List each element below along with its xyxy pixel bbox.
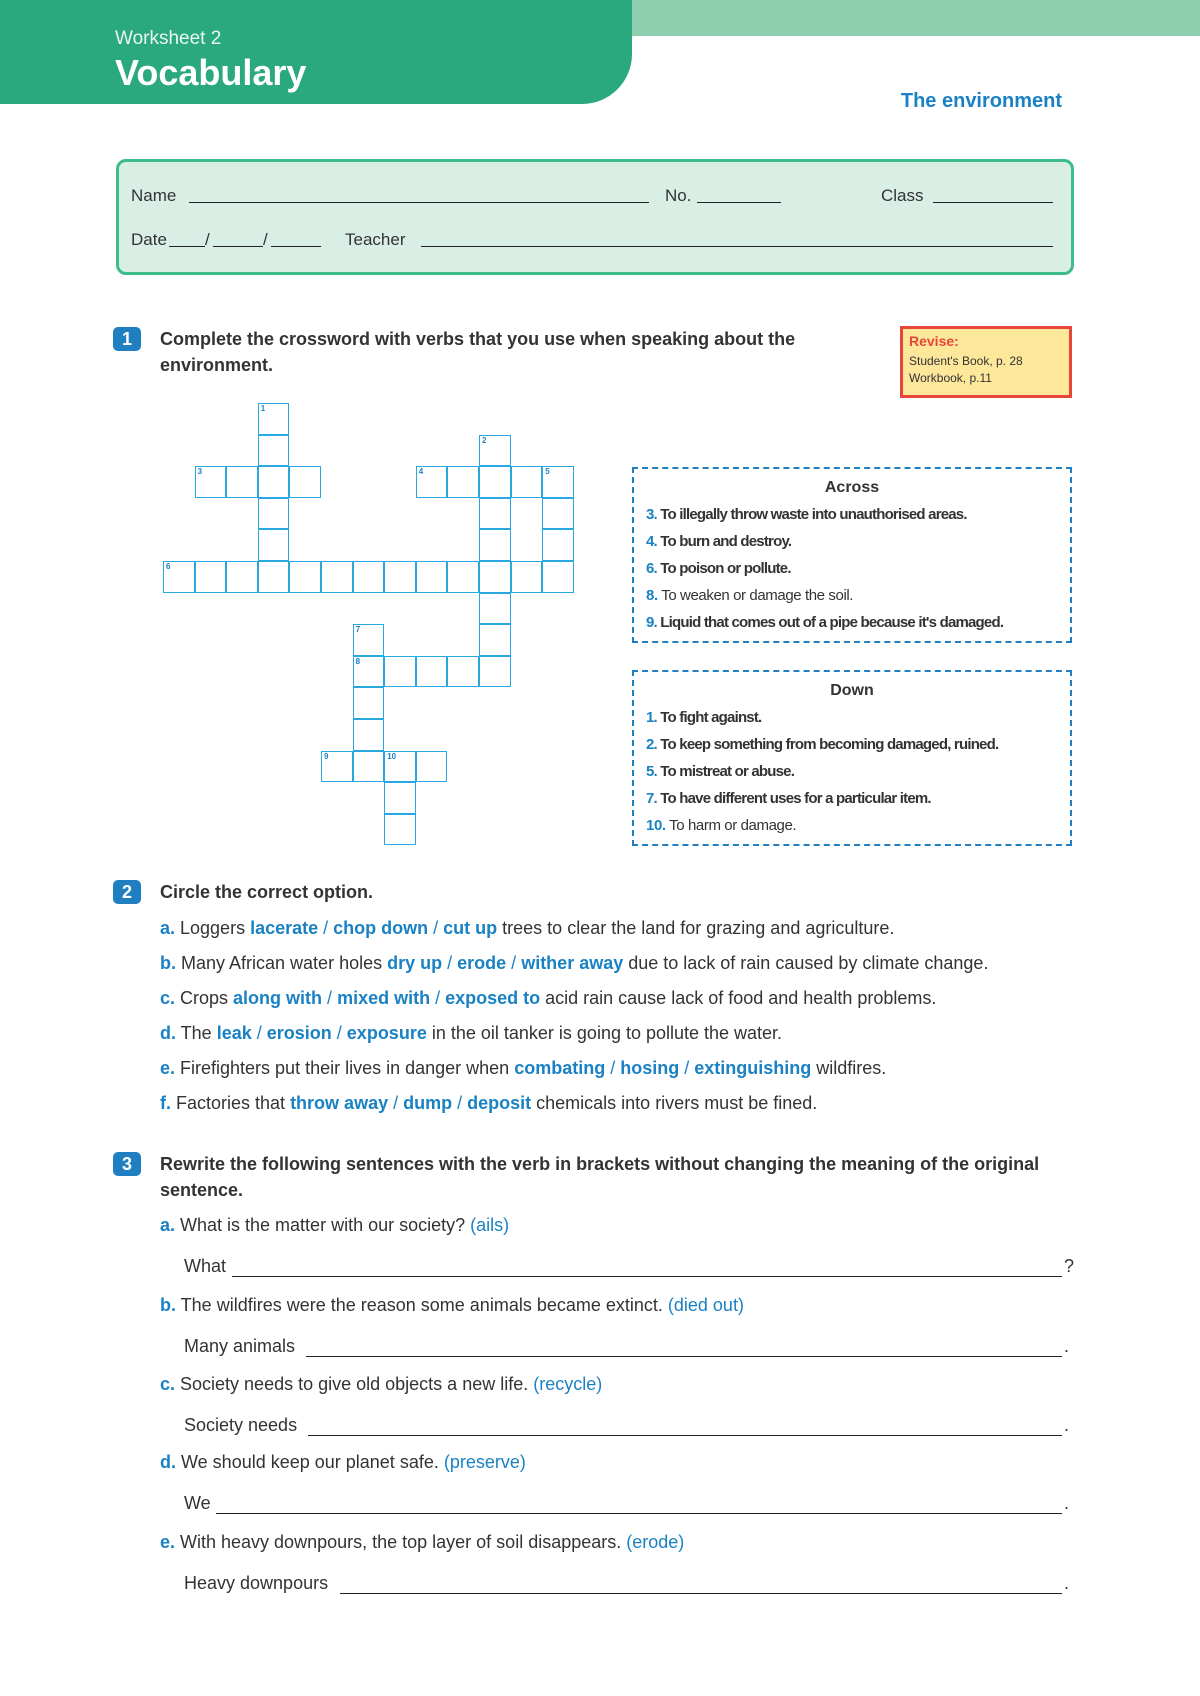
date-year-field[interactable] (271, 246, 321, 247)
item-letter: a. (160, 918, 176, 938)
crossword-cell[interactable] (384, 782, 416, 814)
item-letter: f. (160, 1093, 171, 1113)
answer-option[interactable]: erosion (266, 1023, 332, 1043)
clue-number: 6. (646, 560, 657, 577)
answer-option[interactable]: deposit (467, 1093, 532, 1113)
crossword-cell-number: 3 (197, 467, 203, 477)
answer-start: Many animals (184, 1336, 296, 1356)
crossword-cell[interactable] (542, 498, 574, 530)
clue-text: Liquid that comes out of a pipe because it's damaged. (660, 614, 1004, 631)
crossword-cell[interactable] (384, 751, 416, 783)
clue-text: To poison or pollute. (660, 560, 791, 577)
item-letter: d. (160, 1023, 176, 1043)
clue-text: To illegally throw waste into unauthorised areas. (660, 506, 967, 523)
revise-box (900, 326, 1072, 398)
option-separator: / (331, 1023, 347, 1043)
answer-option[interactable]: chop down (333, 918, 429, 938)
crossword-cell[interactable] (258, 498, 290, 530)
sentence-text: Society needs to give old objects a new life. (175, 1374, 534, 1394)
answer-option[interactable]: throw away (290, 1093, 389, 1113)
verb-hint: (erode) (626, 1532, 685, 1552)
option-separator: / (442, 953, 458, 973)
answer-line[interactable] (308, 1435, 1062, 1436)
crossword-cell[interactable] (479, 498, 511, 530)
verb-hint: (died out) (667, 1295, 744, 1315)
option-sentence (160, 1023, 782, 1044)
down-clue (646, 812, 1070, 839)
crossword-cell[interactable] (447, 466, 479, 498)
sentence-text: Many African water holes (176, 953, 388, 973)
answer-option[interactable]: leak (216, 1023, 252, 1043)
answer-end-punctuation: . (1064, 1493, 1070, 1513)
across-clue (646, 501, 1070, 528)
crossword-cell[interactable] (289, 561, 321, 593)
crossword-cell[interactable] (511, 466, 543, 498)
crossword-cell[interactable] (542, 529, 574, 561)
answer-start: Society needs (184, 1415, 298, 1435)
item-letter: c. (160, 988, 176, 1008)
item-letter: a. (160, 1215, 176, 1235)
crossword-cell[interactable] (479, 561, 511, 593)
crossword-cell[interactable] (258, 561, 290, 593)
crossword-cell[interactable] (479, 529, 511, 561)
across-clue (646, 609, 1070, 636)
header-band-light (560, 0, 1200, 36)
no-label: No. (665, 186, 692, 205)
clue-text: To have different uses for a particular item. (660, 790, 931, 807)
revise-students-book: Student's Book, p. 28 (909, 354, 1023, 368)
header-band (0, 0, 632, 104)
sentence-text: We should keep our planet safe. (176, 1452, 444, 1472)
class-field[interactable] (933, 202, 1053, 203)
clue-number: 9. (646, 614, 657, 631)
clue-number: 8. (646, 587, 658, 604)
down-clues-box (632, 670, 1072, 846)
answer-option[interactable]: along with (233, 988, 323, 1008)
crossword-cell[interactable] (195, 561, 227, 593)
answer-end-punctuation: . (1064, 1336, 1070, 1356)
across-heading: Across (824, 479, 880, 496)
date-separator: / (205, 230, 210, 249)
clue-number: 3. (646, 506, 657, 523)
clue-text: To mistreat or abuse. (660, 763, 795, 780)
option-sentence (160, 988, 936, 1009)
crossword-cell[interactable] (447, 561, 479, 593)
answer-start: We (184, 1493, 211, 1513)
verb-hint: (recycle) (533, 1374, 603, 1394)
answer-end-punctuation: ? (1064, 1256, 1075, 1276)
down-clue (646, 785, 1070, 812)
teacher-field[interactable] (421, 246, 1053, 247)
exercise-instruction: Circle the correct option. (160, 882, 374, 902)
rewrite-question (160, 1452, 526, 1473)
sentence-text: The (176, 1023, 217, 1043)
exercise-instruction: Complete the crossword with verbs that you use when speaking about the environment. (160, 329, 796, 375)
option-separator: / (679, 1058, 695, 1078)
answer-line[interactable] (340, 1593, 1062, 1594)
crossword-cell-number: 1 (260, 404, 266, 413)
clue-text: To fight against. (660, 709, 762, 726)
down-heading: Down (830, 682, 874, 699)
page-title: Vocabulary (115, 52, 307, 93)
crossword-cell[interactable] (416, 656, 448, 688)
item-letter: b. (160, 1295, 176, 1315)
answer-option[interactable]: hosing (620, 1058, 680, 1078)
name-label: Name (131, 186, 177, 205)
crossword-cell[interactable] (384, 814, 416, 846)
date-separator: / (263, 230, 268, 249)
crossword-cell[interactable] (321, 561, 353, 593)
exercise-instruction: Rewrite the following sentences with the verb in brackets without changing the meaning of the original sentence. (160, 1154, 1040, 1200)
verb-hint: (ails) (470, 1215, 510, 1235)
name-field[interactable] (189, 202, 649, 203)
answer-line[interactable] (306, 1356, 1062, 1357)
sentence-text: Loggers (175, 918, 251, 938)
option-sentence (160, 918, 894, 939)
option-separator: / (428, 918, 444, 938)
class-label: Class (881, 186, 924, 205)
topic-title: The environment (900, 90, 1062, 112)
crossword-cell-number: 10 (387, 751, 397, 761)
crossword-cell[interactable] (416, 561, 448, 593)
crossword-cell-number: 6 (166, 562, 171, 571)
answer-option[interactable]: exposed to (445, 988, 541, 1008)
option-separator: / (506, 953, 522, 973)
sentence-text: in the oil tanker is going to pollute the water. (426, 1023, 783, 1043)
verb-hint: (preserve) (443, 1452, 526, 1472)
sentence-text: Factories that (171, 1093, 291, 1113)
crossword-cell[interactable] (353, 687, 385, 719)
crossword-cell[interactable] (289, 466, 321, 498)
revise-title: Revise: (909, 333, 959, 349)
crossword-cell[interactable] (353, 656, 385, 688)
worksheet-number: Worksheet 2 (115, 28, 222, 49)
clue-number: 1. (646, 709, 657, 726)
crossword-cell[interactable] (226, 466, 258, 498)
option-sentence (160, 1058, 886, 1079)
answer-option[interactable]: dump (403, 1093, 453, 1113)
crossword-cell[interactable] (416, 751, 448, 783)
across-clue (646, 528, 1070, 555)
answer-option[interactable]: exposure (346, 1023, 427, 1043)
option-separator: / (318, 918, 334, 938)
sentence-text: chemicals into rivers must be fined. (531, 1093, 818, 1113)
crossword-cell[interactable] (542, 466, 574, 498)
clue-number: 4. (646, 533, 657, 550)
item-letter: e. (160, 1532, 176, 1552)
rewrite-question (160, 1374, 602, 1395)
sentence-text: What is the matter with our society? (175, 1215, 471, 1235)
date-month-field[interactable] (213, 246, 263, 247)
crossword-cell[interactable] (258, 529, 290, 561)
down-clue (646, 704, 1070, 731)
answer-line[interactable] (232, 1276, 1062, 1277)
number-field[interactable] (697, 202, 781, 203)
sentence-text: The wildfires were the reason some animals became extinct. (176, 1295, 668, 1315)
option-separator: / (605, 1058, 621, 1078)
rewrite-question (160, 1532, 684, 1553)
crossword-cell[interactable] (195, 466, 227, 498)
answer-option[interactable]: combating (514, 1058, 606, 1078)
clue-text: To weaken or damage the soil. (661, 587, 854, 604)
sentence-text: acid rain cause lack of food and health problems. (540, 988, 937, 1008)
crossword-cell[interactable] (479, 593, 511, 625)
date-label: Date (131, 230, 167, 249)
sentence-text: due to lack of rain caused by climate change. (623, 953, 989, 973)
sentence-text: Firefighters put their lives in danger when (175, 1058, 515, 1078)
clue-number: 10. (646, 817, 666, 834)
crossword-cell-number: 7 (355, 625, 361, 635)
option-separator: / (452, 1093, 468, 1113)
rewrite-question (160, 1215, 509, 1236)
student-info-box (116, 159, 1074, 275)
crossword-cell[interactable] (226, 561, 258, 593)
teacher-label: Teacher (345, 230, 406, 249)
clue-text: To burn and destroy. (660, 533, 792, 550)
sentence-text: With heavy downpours, the top layer of soil disappears. (175, 1532, 627, 1552)
across-clues-box (632, 467, 1072, 643)
option-separator: / (430, 988, 446, 1008)
answer-option[interactable]: cut up (443, 918, 498, 938)
answer-option[interactable]: lacerate (250, 918, 319, 938)
crossword-cell[interactable] (479, 466, 511, 498)
crossword-cell[interactable] (258, 466, 290, 498)
answer-option[interactable]: mixed with (337, 988, 431, 1008)
crossword-cell-number: 4 (418, 467, 424, 477)
crossword-cell[interactable] (447, 656, 479, 688)
across-clue (646, 555, 1070, 582)
crossword-cell[interactable] (384, 656, 416, 688)
crossword-cell-number: 8 (355, 656, 361, 666)
clue-number: 2. (646, 736, 657, 753)
crossword-cell-number: 9 (324, 751, 329, 761)
crossword-cell[interactable] (479, 624, 511, 656)
crossword-cell[interactable] (384, 561, 416, 593)
exercise-number: 3 (113, 1152, 141, 1176)
clue-number: 7. (646, 790, 657, 807)
crossword-cell[interactable] (258, 403, 290, 435)
option-separator: / (251, 1023, 267, 1043)
crossword-cell[interactable] (511, 561, 543, 593)
option-sentence (160, 953, 988, 974)
item-letter: e. (160, 1058, 176, 1078)
option-separator: / (388, 1093, 404, 1113)
crossword-cell[interactable] (321, 751, 353, 783)
sentence-text: trees to clear the land for grazing and agriculture. (497, 918, 895, 938)
crossword-cell[interactable] (353, 561, 385, 593)
down-clue (646, 731, 1070, 758)
answer-option[interactable]: extinguishing (694, 1058, 812, 1078)
rewrite-question (160, 1295, 744, 1316)
item-letter: d. (160, 1452, 176, 1472)
answer-start: What (184, 1256, 227, 1276)
answer-end-punctuation: . (1064, 1415, 1070, 1435)
crossword-cell-number: 5 (545, 467, 550, 477)
crossword-cell[interactable] (353, 624, 385, 656)
option-sentence (160, 1093, 817, 1114)
across-clue (646, 582, 1070, 609)
date-day-field[interactable] (169, 246, 205, 247)
answer-option[interactable]: dry up (387, 953, 443, 973)
item-letter: c. (160, 1374, 176, 1394)
clue-text: To harm or damage. (669, 817, 797, 834)
sentence-text: wildfires. (811, 1058, 887, 1078)
answer-line[interactable] (216, 1513, 1062, 1514)
exercise-number: 2 (113, 880, 141, 904)
crossword-cell[interactable] (416, 466, 448, 498)
crossword-cell[interactable] (163, 561, 195, 593)
down-clue (646, 758, 1070, 785)
answer-option[interactable]: wither away (521, 953, 624, 973)
clue-number: 5. (646, 763, 657, 780)
clue-text: To keep something from becoming damaged, ruined. (660, 736, 999, 753)
crossword-cell[interactable] (542, 561, 574, 593)
sentence-text: Crops (175, 988, 234, 1008)
exercise-number: 1 (113, 327, 141, 351)
crossword-cell[interactable] (479, 435, 511, 467)
revise-workbook: Workbook, p.11 (909, 371, 992, 385)
answer-start: Heavy downpours (184, 1573, 329, 1593)
crossword-cell[interactable] (353, 719, 385, 751)
answer-end-punctuation: . (1064, 1573, 1070, 1593)
crossword-cell[interactable] (353, 751, 385, 783)
item-letter: b. (160, 953, 176, 973)
answer-option[interactable]: erode (457, 953, 507, 973)
crossword-cell[interactable] (258, 435, 290, 467)
crossword-cell[interactable] (479, 656, 511, 688)
crossword-cell-number: 2 (482, 435, 487, 445)
option-separator: / (322, 988, 338, 1008)
